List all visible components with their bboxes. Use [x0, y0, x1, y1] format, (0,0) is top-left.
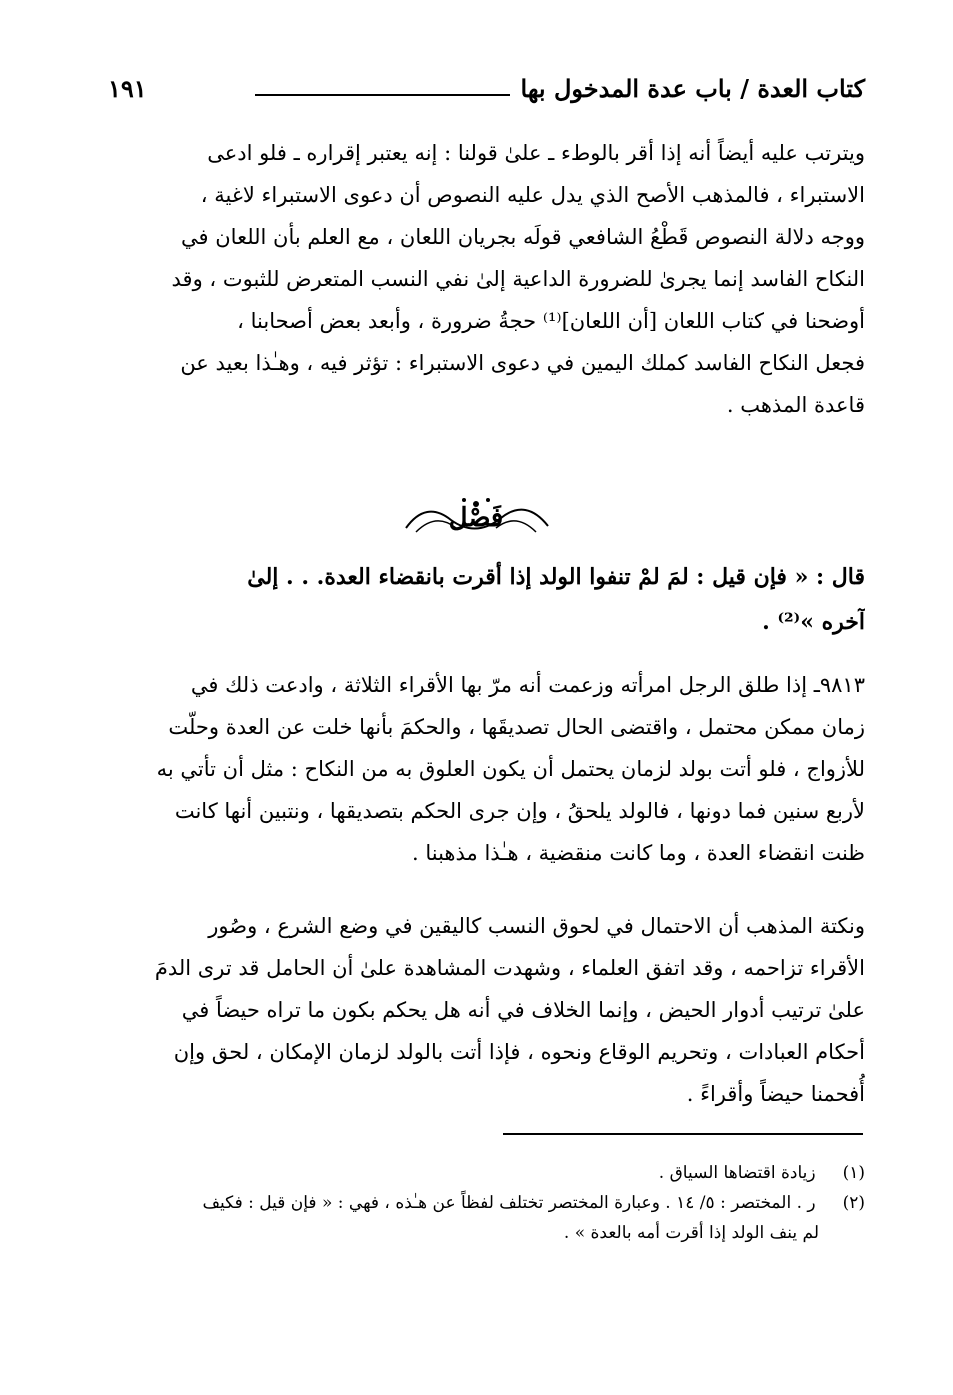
- page-number: ١٩١: [108, 74, 147, 103]
- text-line: ويترتب عليه أيضاً أنه إذا أقر بالوطء ـ علىٰ قولنا : إنه يعتبر إقراره ـ فلو ادعى: [207, 141, 865, 165]
- footnotes: [88, 1158, 865, 1248]
- text-line: ظنت انقضاء العدة ، وما كانت منقضية ، هـٰذا مذهبنا .: [412, 841, 865, 865]
- running-header: [90, 74, 865, 114]
- footnote-separator: [503, 1133, 863, 1135]
- text-line: الاستبراء ، فالمذهب الأصح الذي يدل عليه النصوص أن دعوى الاستبراء لاغية ،: [200, 183, 865, 207]
- section-ornament-text: فَصْل: [448, 503, 504, 533]
- text-line: الأقراء تزاحمه ، وقد اتفق العلماء ، وشهدت المشاهدة علىٰ أن الحامل قد ترى الدمَ: [154, 956, 865, 980]
- text-line: ٩٨١٣ـ إذا طلق الرجل امرأته وزعمت أنه مرّ بها الأقراء الثلاثة ، وادعت ذلك في: [190, 673, 865, 697]
- text-line: ووجه دلالة النصوص قَطْعُ الشافعي قولَه بجريان اللعان ، مع العلم بأن اللعان في: [181, 225, 865, 249]
- footnote-number: (١): [842, 1163, 865, 1183]
- header-rule: [255, 94, 510, 96]
- quoted-statement: [88, 555, 865, 645]
- text-line: لأربع سنين فما دونها ، فالولد يلحقُ ، وإن جرى الحكم بتصديقها ، ونتبين أنها كانت: [174, 799, 865, 823]
- paragraph-3: [88, 905, 865, 1115]
- chapter-title: كتاب العدة / باب عدة المدخول بها: [520, 74, 865, 103]
- text-line: ونكتة المذهب أن الاحتمال في لحوق النسب كاليقين في وضع الشرع ، وصُور: [208, 914, 865, 938]
- text-line: زمان ممكن محتمل ، واقتضى الحال تصديقَها ، والحكمَ بأنها خلت عن العدة وحلّت: [168, 715, 865, 739]
- text-line: أوضحنا في كتاب اللعان [أن اللعان]⁽¹⁾ حجةُ ضرورة ، وأبعد بعض أصحابنا ،: [237, 309, 865, 333]
- text-line: قال : « فإن قيل : لمَ لمْ تنفوا الولد إذا أقرت بانقضاء العدة. . . إلىٰ: [247, 564, 865, 590]
- paragraph-1: [88, 132, 865, 426]
- text-line: قاعدة المذهب .: [726, 393, 865, 417]
- text-line: علىٰ ترتيب أدوار الحيض ، وإنما الخلاف في أنه هل يحكم بكون ما تراه حيضاً في: [181, 998, 865, 1022]
- footnote-text: زيادة اقتضاها السياق .: [658, 1163, 816, 1183]
- text-line: النكاح الفاسد إنما يجرىٰ للضرورة الداعية إلىٰ نفي النسب المتعرض للثبوت ، وقد: [171, 267, 865, 291]
- text-line: أحكام العبادات ، وتحريم الوقاع ونحوه ، فإذا أتت بالولد لزمان الإمكان ، لحق وإن: [173, 1040, 865, 1064]
- footnote-2-continuation: لم ينف الولد إذا أقرت أمه بالعدة » .: [563, 1223, 819, 1243]
- text-line: أُفحمنا حيضاً وأقراءً .: [686, 1082, 865, 1106]
- section-ornament-fasl: [376, 490, 576, 540]
- text-line: آخره »⁽²⁾ .: [762, 609, 865, 635]
- text-line: فجعل النكاح الفاسد كملك اليمين في دعوى الاستبراء : تؤثر فيه ، وهـٰذا بعيد عن: [180, 351, 865, 375]
- footnote-1: [88, 1158, 865, 1188]
- footnote-2: [88, 1188, 865, 1218]
- text-line: للأزواج ، فلو أتت بولد لزمان يحتمل أن يكون العلوق به من النكاح : مثل أن تأتي به: [156, 757, 865, 781]
- footnote-text: ر . المختصر : ٥/ ١٤ . وعبارة المختصر تختلف لفظاً عن هـٰذه ، فهي : « فإن قيل : فكيف: [202, 1193, 816, 1213]
- footnote-number: (٢): [842, 1193, 865, 1213]
- paragraph-2: [88, 664, 865, 874]
